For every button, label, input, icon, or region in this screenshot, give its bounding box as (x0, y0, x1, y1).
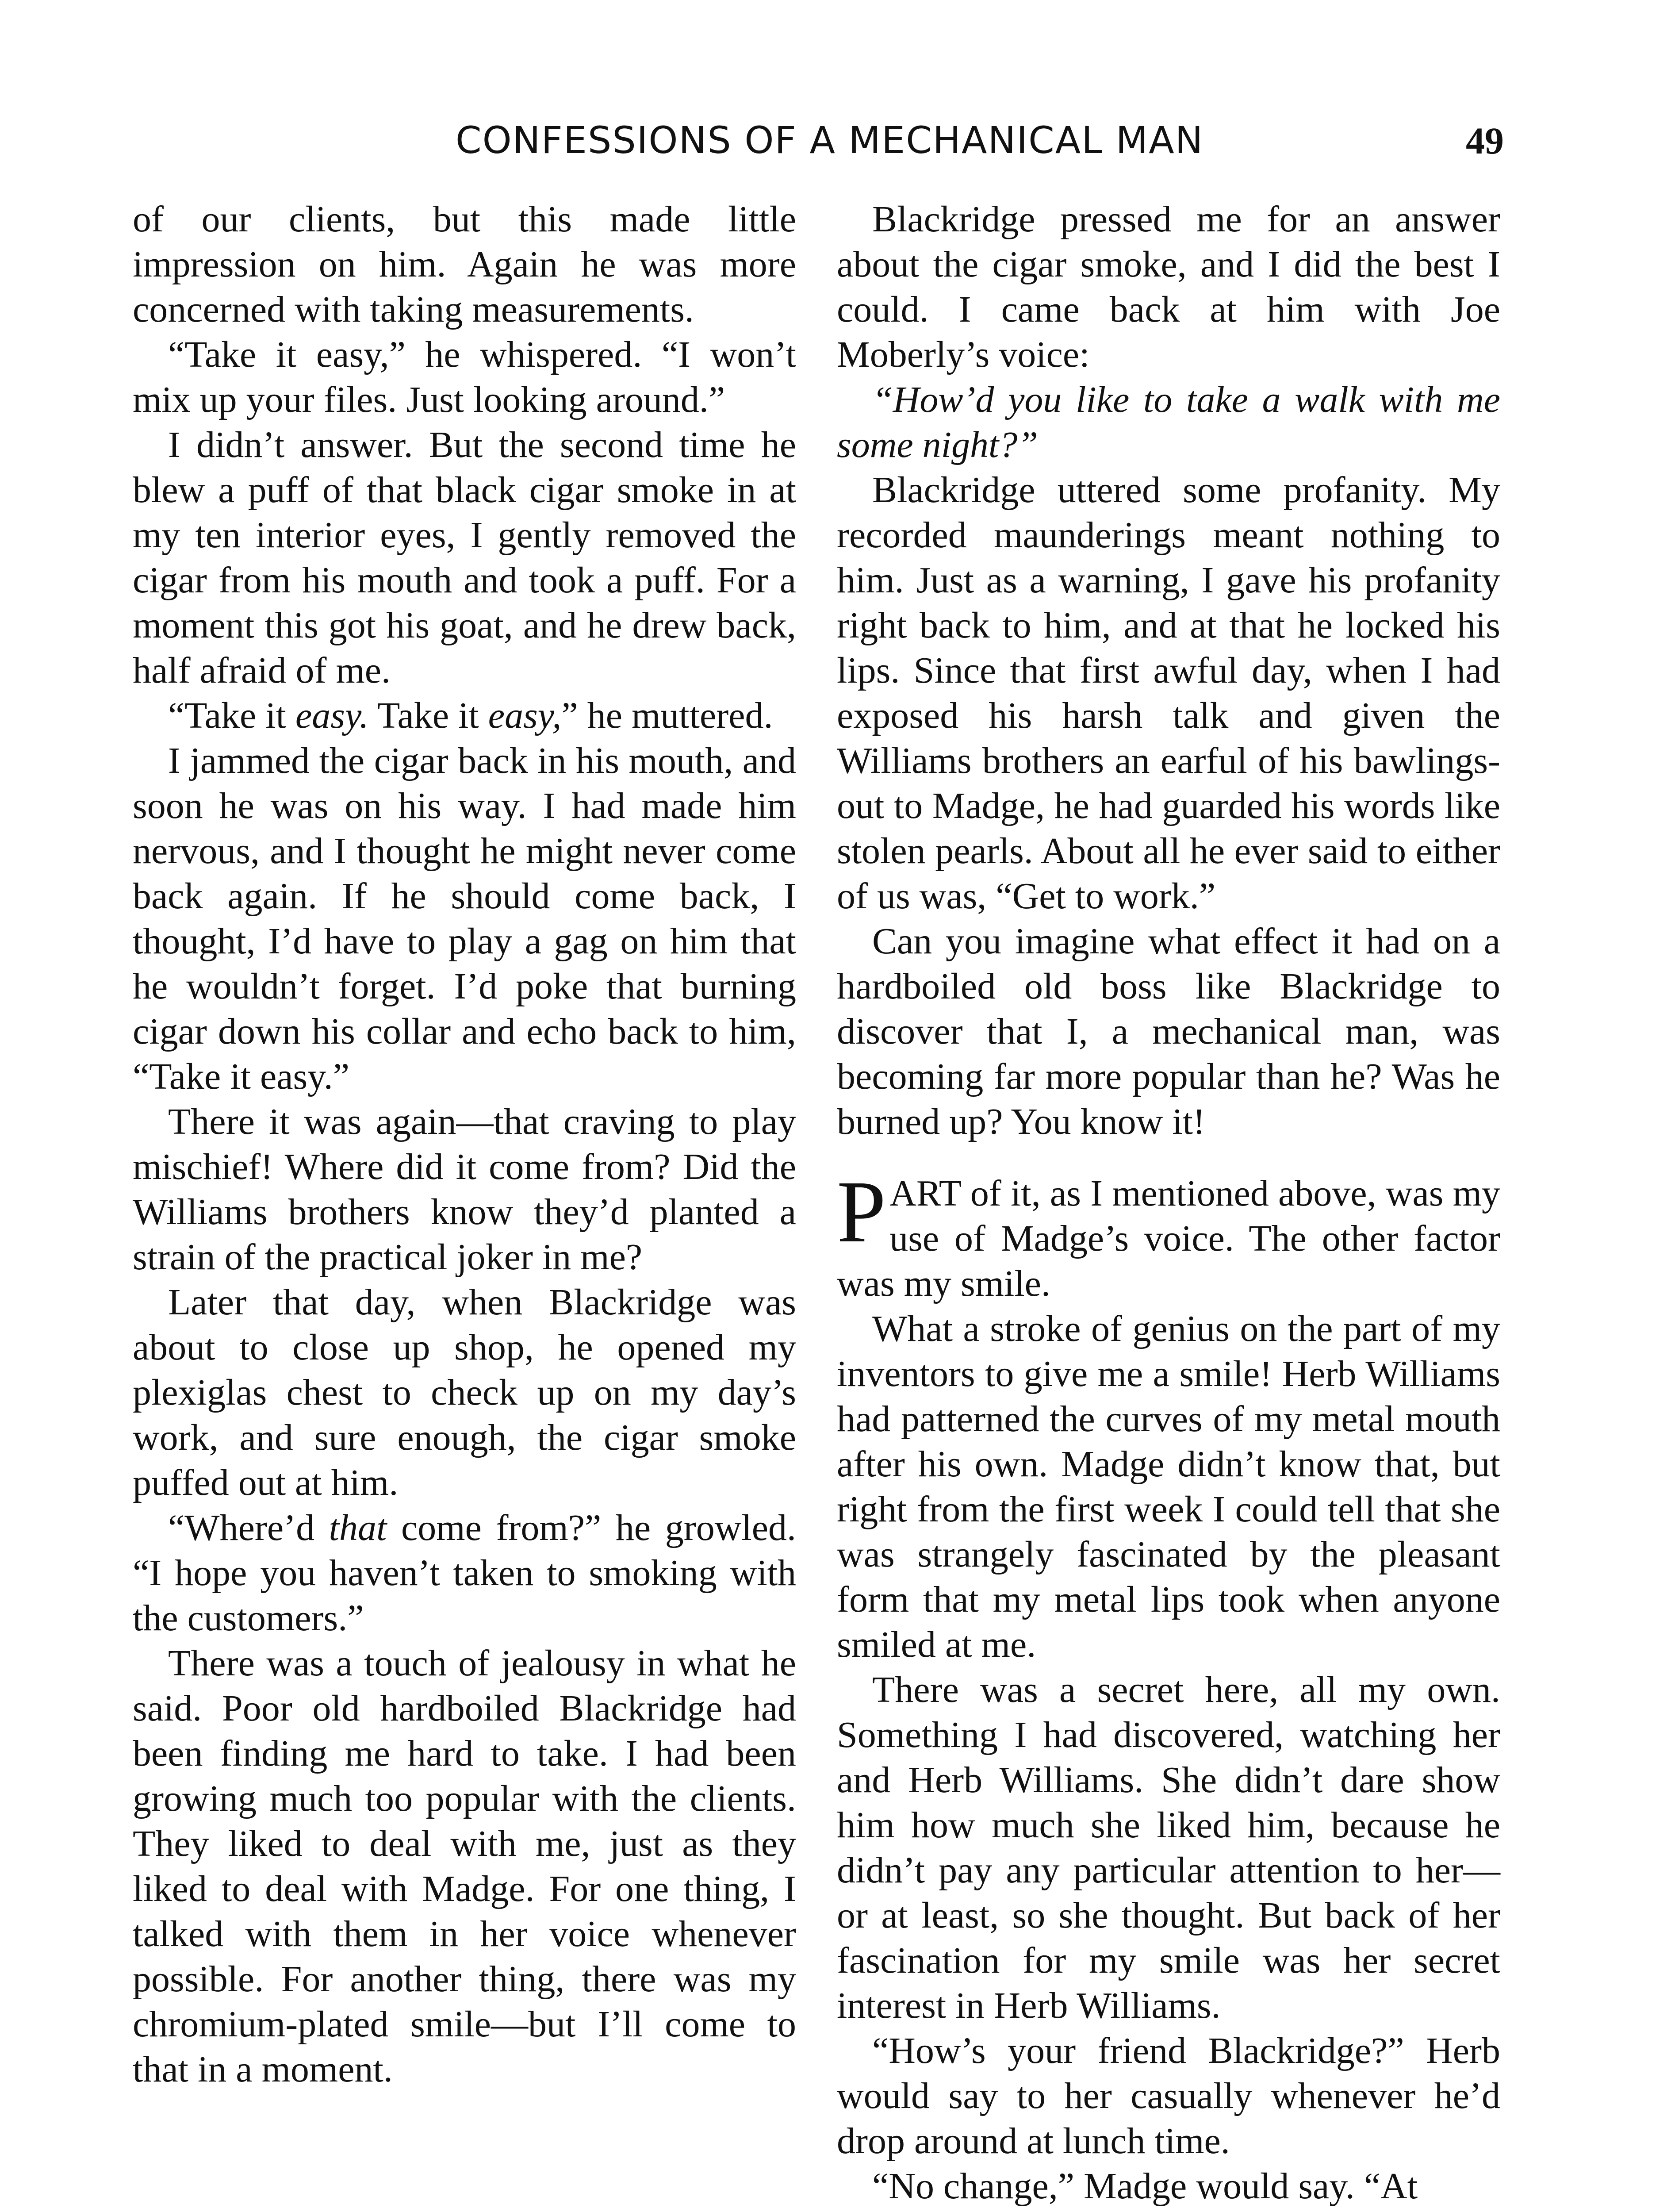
paragraph: I didn’t answer. But the second time he blew a puff of that black cigar smoke in at my ten interior eyes, I gently removed the cigar from his mouth and took a puff. For a moment this got his goat, and he drew back, half afraid of me. (133, 424, 796, 691)
paragraph: Can you imagine what effect it had on a hardboiled old boss like Blackridge to discover that I, a mechanical man, was becoming far more popular than he? Was he burned up? You know it! (837, 921, 1500, 1142)
paragraph (133, 1505, 796, 1641)
text-run: ART of it, as I mentioned above, was my use of Madge’s voice. The other factor was my smile. (837, 1173, 1500, 1304)
text-run: Take it (368, 695, 488, 736)
text-run: “Take it (168, 695, 295, 736)
right-column (837, 197, 1500, 2209)
text-run: “Where’d (168, 1507, 329, 1548)
paragraph: of our clients, but this made little impression on him. Again he was more concerned with taking measurements. (133, 199, 796, 330)
page-number: 49 (1466, 119, 1504, 162)
paragraph: “How’s your friend Blackridge?” Herb would say to her casually whenever he’d drop around at lunch time. (837, 2030, 1500, 2162)
drop-cap-letter: P (837, 1163, 886, 1261)
paragraph: There was a secret here, all my own. Something I had discovered, watching her and Herb Williams. She didn’t dare show him how much she liked him, because he didn’t pay any particular attention to her—or at least, so she thought. But back of her fascination for my smile was her secret interest in Herb Williams. (837, 1669, 1500, 2026)
italic-text: that (329, 1507, 387, 1548)
paragraph: Blackridge uttered some profanity. My recorded maunderings meant nothing to him. Just as a warning, I gave his profanity right back to him, and at that he locked his lips. Since that first awful day, when I had exposed his harsh talk and given the Williams brothers an earful of his bawlings-out to Madge, he had guarded his words like stolen pearls. About all he ever said to either of us was, “Get to work.” (837, 469, 1500, 917)
paragraph: There it was again—that craving to play mischief! Where did it come from? Did the Williams brothers know they’d planted a strain of the practical joker in me? (133, 1101, 796, 1278)
section-start-paragraph (837, 1163, 1500, 1306)
paragraph: “Take it easy,” he whispered. “I won’t mix up your files. Just looking around.” (133, 334, 796, 420)
text-run: ” he muttered. (561, 695, 773, 736)
paragraph: Later that day, when Blackridge was about to close up shop, he opened my plexiglas chest to check up on my day’s work, and sure enough, the cigar smoke puffed out at him. (133, 1282, 796, 1503)
paragraph: Blackridge pressed me for an answer about the cigar smoke, and I did the best I could. I came back at him with Joe Moberly’s voice: (837, 199, 1500, 375)
text-run: come from?” he growled. “I hope you haven’t taken to smoking with the customers.” (133, 1507, 797, 1639)
paragraph: There was a touch of jealousy in what he said. Poor old hardboiled Blackridge had been finding me hard to take. I had been growing much too popular with the clients. They liked to deal with me, just as they liked to deal with Madge. For one thing, I talked with them in her voice whenever possible. For another thing, there was my chromium-plated smile—but I’ll come to that in a moment. (133, 1643, 796, 2090)
italic-paragraph: “How’d you like to take a walk with me some night?” (837, 379, 1500, 465)
paragraph: “No change,” Madge would say. “At (872, 2166, 1418, 2207)
paragraph: I jammed the cigar back in his mouth, and soon he was on his way. I had made him nervous, and I thought he might never come back again. If he should come back, I thought, I’d have to play a gag on him that he wouldn’t forget. I’d poke that burning cigar down his collar and echo back to him, “Take it easy.” (133, 740, 796, 1097)
running-title: CONFESSIONS OF A MECHANICAL MAN (456, 119, 1204, 162)
paragraph (133, 693, 796, 738)
paragraph: What a stroke of genius on the part of my inventors to give me a smile! Herb Williams had patterned the curves of my metal mouth after his own. Madge didn’t know that, but right from the first week I could tell that she was strangely fascinated by the pleasant form that my metal lips took when anyone smiled at me. (837, 1308, 1500, 1665)
italic-text: easy. (295, 695, 369, 736)
left-column (133, 197, 796, 2092)
page-header (133, 119, 1504, 167)
italic-text: easy, (488, 695, 562, 736)
